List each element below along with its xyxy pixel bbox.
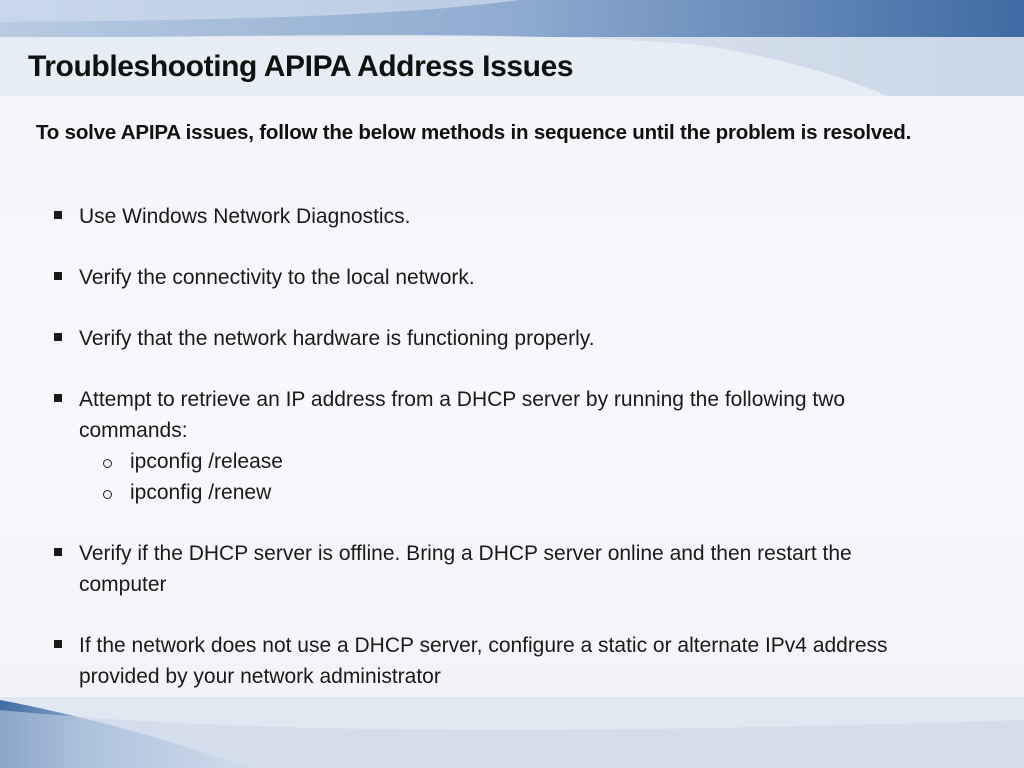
bullet-item (52, 323, 932, 354)
square-bullet-icon (54, 333, 62, 341)
intro-text: To solve APIPA issues, follow the below methods in sequence until the problem is resolved. (36, 121, 912, 144)
circle-bullet-icon (103, 459, 112, 468)
sub-bullet-item (103, 477, 932, 508)
sub-bullet-list (79, 446, 932, 508)
bullet-item (52, 630, 932, 692)
bullet-list (52, 201, 932, 722)
bullet-item (52, 262, 932, 293)
bullet-text: Use Windows Network Diagnostics. (79, 205, 411, 228)
sub-bullet-item (103, 446, 932, 477)
bullet-text: If the network does not use a DHCP server, configure a static or alternate IPv4 address provided by your network administrator (79, 634, 888, 688)
sub-bullet-text: ipconfig /renew (130, 481, 272, 504)
bullet-text: Attempt to retrieve an IP address from a DHCP server by running the following two commands: (79, 388, 846, 442)
bullet-item (52, 538, 932, 600)
square-bullet-icon (54, 272, 62, 280)
bullet-item (52, 201, 932, 232)
bullet-item (52, 384, 932, 508)
bullet-text: Verify that the network hardware is functioning properly. (79, 327, 595, 350)
sub-bullet-text: ipconfig /release (130, 450, 283, 473)
square-bullet-icon (54, 640, 62, 648)
square-bullet-icon (54, 548, 62, 556)
slide-title: Troubleshooting APIPA Address Issues (28, 50, 574, 83)
square-bullet-icon (54, 211, 62, 219)
bullet-text: Verify if the DHCP server is offline. Bring a DHCP server online and then restart the computer (79, 542, 852, 596)
square-bullet-icon (54, 394, 62, 402)
circle-bullet-icon (103, 490, 112, 499)
bullet-text: Verify the connectivity to the local network. (79, 266, 475, 289)
